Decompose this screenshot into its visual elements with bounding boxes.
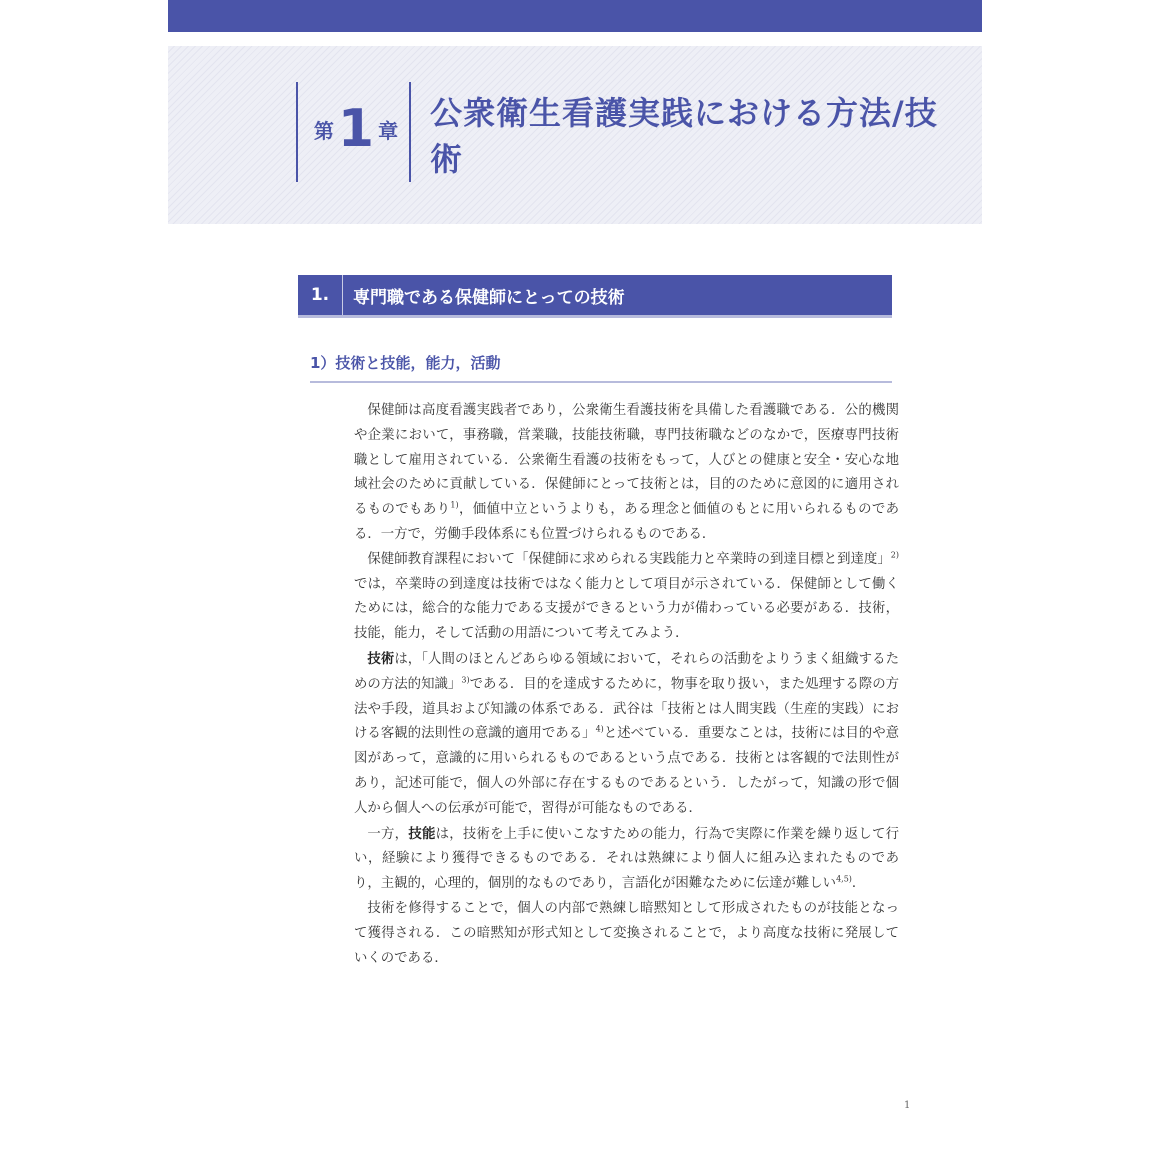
chapter-header bbox=[168, 46, 982, 224]
paragraph: 保健師教育課程において「保健師に求められる実践能力と卒業時の到達目標と到達度」$^{2)}$では，卒業時の到達度は技術ではなく能力として項目が示されている．保健師として働くためには，総合的な能力である支援ができるという力が備わっている必要がある．技術，技能，能力，そして活動の用語について考えてみよう． bbox=[354, 550, 899, 642]
page-number: 1 bbox=[904, 1100, 911, 1111]
page bbox=[168, 0, 982, 1150]
section-number: 1. bbox=[310, 285, 330, 305]
paragraph: 技術は，「人間のほとんどあらゆる領域において，それらの活動をよりうまく組織するための方法的知識」$^{3)}$である．目的を達成するために，物事を取り扱い，また処理する際の方法や手段，道具および知識の体系である．武谷は「技術とは人間実践（生産的実践）における客観的法則性の意識的適用である」$^{4)}$と述べている．重要なことは，技術には目的や意図があって，意識的に用いられるものであるという点である．技術とは客観的で法則性があり，記述可能で，個人の外部に存在するものであるという．したがって，知識の形で個人から個人への伝承が可能で，習得が可能なものである． bbox=[354, 650, 900, 816]
term-ginou: 技能 bbox=[408, 825, 436, 842]
section-header bbox=[298, 275, 892, 318]
chapter-number: 1 bbox=[337, 99, 375, 159]
citation: 3) bbox=[461, 675, 470, 685]
citation: 1) bbox=[450, 500, 459, 510]
chapter-label bbox=[304, 94, 408, 164]
citation: 4,5) bbox=[836, 874, 852, 884]
chapter-rule-mid bbox=[409, 82, 411, 182]
chapter-prefix: 第 bbox=[313, 118, 334, 143]
paragraph: 一方，技能は，技術を上手に使いこなすための能力，行為で実際に作業を繰り返して行い，経験により獲得できるものである．それは熟練により個人に組み込まれたものであり，主観的，心理的，個別的なものであり，言語化が困難なために伝達が難しい$^{4,5)}$． bbox=[354, 825, 900, 892]
subsection-title: 1）技術と技能，能力，活動 bbox=[310, 352, 892, 383]
citation: 4) bbox=[595, 724, 604, 734]
top-color-bar bbox=[168, 0, 982, 32]
body-text bbox=[354, 399, 899, 971]
citation: 2) bbox=[890, 550, 899, 560]
paragraph: 保健師は高度看護実践者であり，公衆衛生看護技術を具備した看護職である．公的機関や企業において，事務職，営業職，技能技術職，専門技術職などのなかで，医療専門技術職として雇用されている．公衆衛生看護の技術をもって，人びとの健康と安全・安心な地域社会のために貢献している．保健師にとって技術とは，目的のために意図的に適用されるものでもあり$^{1)}$，価値中立というよりも，ある理念と価値のもとに用いられるものである．一方で，労働手段体系にも位置づけられるものである． bbox=[354, 403, 900, 542]
section-title: 専門職である保健師にとっての技術 bbox=[353, 287, 625, 308]
chapter-rule-left bbox=[296, 82, 298, 182]
chapter-suffix: 章 bbox=[378, 118, 399, 143]
section-separator bbox=[342, 275, 343, 315]
chapter-title: 公衆衛生看護実践における方法/技術 bbox=[430, 94, 938, 178]
paragraph: 技術を修得することで，個人の内部で熟練し暗黙知として形成されたものが技能となって獲得される．この暗黙知が形式知として変換されることで，より高度な技術に発展していくのである． bbox=[354, 900, 899, 966]
term-gijutsu: 技術 bbox=[367, 650, 395, 667]
